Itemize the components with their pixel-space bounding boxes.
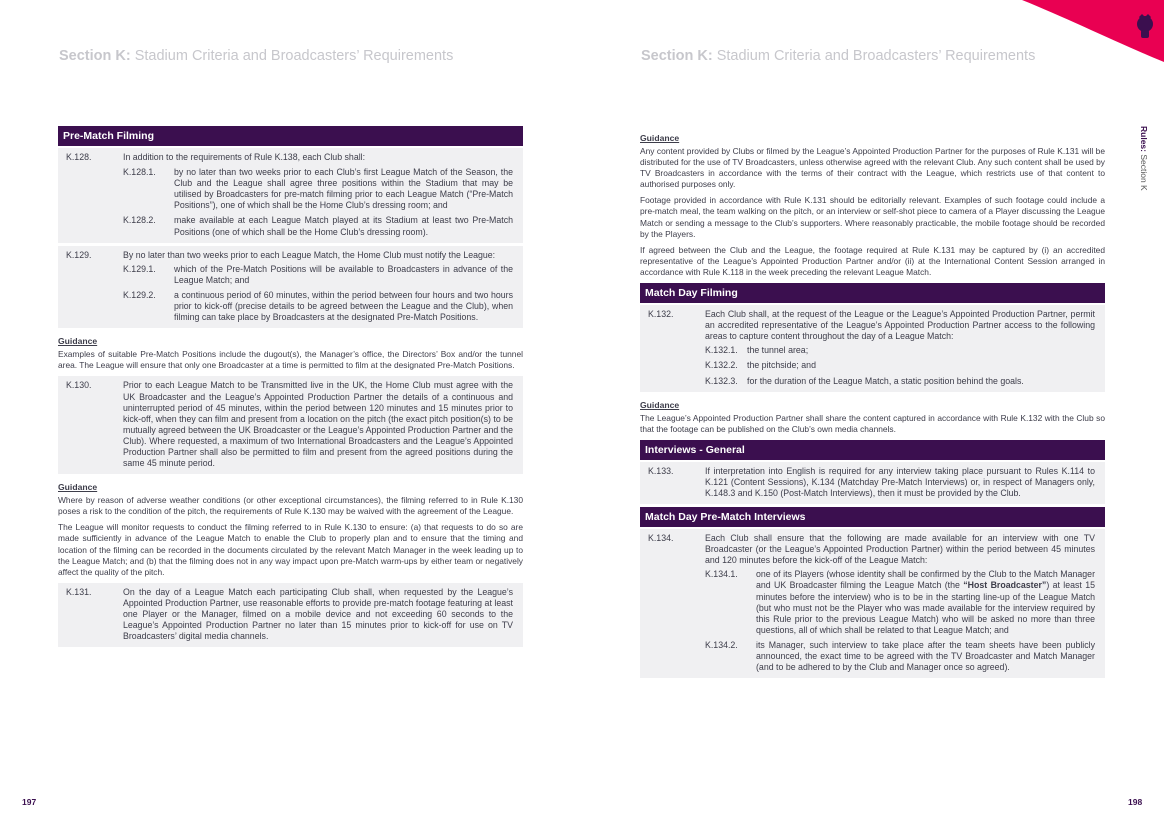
sub-rule: K.128.2. make available at each League Match played at its Stadium at least two Pre-Match Positions (one of which shall be the Home Club’s dressing room). [123, 215, 513, 237]
guidance-text: The League will monitor requests to conduct the filming referred to in Rule K.130 to ensure: (a) that requests to do so are made sufficiently in advance of the League Match to enable the Club to properly plan and to ensure that the timing and location of the filming can be recorded in the documents circulated by the relevant Match Manager in the week leading up to the League Match; and (b) that the filming does not in any way impact upon pre-Match warm-ups by either team or negatively affect the quality of the pitch. [58, 522, 523, 577]
rule-number: K.133. [648, 465, 674, 476]
sub-rule: K.132.2. the pitchside; and [705, 360, 816, 371]
guidance-text: Examples of suitable Pre-Match Positions include the dugout(s), the Manager’s office, the Directors’ Box and/or the tunnel area. The League will ensure that only one Broadcaster at a time is permitted to film at the designated Pre-Match Positions. [58, 349, 523, 371]
rule-number: K.130. [66, 380, 92, 391]
page-number: 198 [1128, 797, 1143, 807]
guidance-heading: Guidance [58, 482, 98, 493]
rule-text: Prior to each League Match to be Transmitted live in the UK, the Home Club must agree with the UK Broadcaster and the League’s Appointed Production Partner the details of a continuous and uninterrupted period of 45 minutes, within the period between 120 minutes and 15 minutes prior to kick-off, when they can film and present from a location on the pitch (the exact pitch position(s) to be mutually agreed between the UK Broadcaster or the League’s Appointed Production Partner and the Club). Where requested, a maximum of two International Broadcasters and the League’s Appointed Production Partner shall also be permitted to film and present from the agreed positions during the same 45 minute period. [123, 380, 513, 469]
left-column [58, 126, 523, 650]
sub-rule: K.128.1. by no later than two weeks prior to each Club’s first League Match of the Season, the Club and the League shall agree three positions within the Stadium that may be utilised by Broadcasters for pre-match filming prior to each League Match (“Pre-Match Positions”), one of which shall be the Home Club’s dressing room; and [123, 167, 513, 211]
rule-number: K.129. [66, 249, 92, 260]
section-bar-match-day-pre-match-interviews: Match Day Pre-Match Interviews [640, 507, 1105, 527]
sub-rule: K.134.2. its Manager, such interview to take place after the team sheets have been publicly announced, the exact time to be agreed with the TV Broadcaster and Match Manager (and to be adhered to by the Club and Manager once so agreed). [705, 639, 1095, 673]
rule-text: On the day of a League Match each participating Club shall, when requested by the League’s Appointed Production Partner, use reasonable efforts to provide pre-match footage featuring at least one Player or the Manager, filmed on a mobile device and not exceeding 60 seconds to the League’s Appointed Production Partner no later than 15 minutes prior to kick-off for use on TV Broadcasters’ digital media channels. [123, 586, 513, 642]
section-header: Section K: Stadium Criteria and Broadcasters’ Requirements [59, 48, 454, 64]
corner-logo [1022, 0, 1164, 70]
section-bar-interviews-general: Interviews - General [640, 440, 1105, 460]
guidance-text: Any content provided by Clubs or filmed by the League’s Appointed Production Partner for the purposes of Rule K.131 will be distributed for the use of TV Broadcasters, unless otherwise agreed with the relevant Club. Any such content shall be used by TV Broadcasters in accordance with the terms of their contract with the League, which restricts use of that content to authorised purposes only. [640, 146, 1105, 190]
section-header: Section K: Stadium Criteria and Broadcasters’ Requirements [641, 48, 1036, 64]
guidance-heading: Guidance [640, 399, 680, 410]
guidance-heading: Guidance [58, 336, 98, 347]
side-section-label: Rules: Section K [1139, 126, 1149, 191]
rule-text: In addition to the requirements of Rule K.138, each Club shall: [123, 152, 366, 162]
guidance-text: Footage provided in accordance with Rule K.131 should be editorially relevant. Examples of such footage could include a pre-match meal, the team walking on the pitch, or an interview or self-shot piece to camera of a Player discussing the League Match or sending a message to the Club’s supporters. Where reasonably practicable, the mobile footage should be recorded by the Players. [640, 195, 1105, 239]
sub-rule: K.134.1. one of its Players (whose identity shall be confirmed by the Club to the Match Manager and UK Broadcaster filming the League Match (the “Host Broadcaster”) at least 15 minutes before the interview) who is to be in the starting line-up of the League Match (but who must not be the Player who was made available for the interview required by this Rule prior to the previous League Match) who will be asked no more than three questions, all of which shall be related to that League Match; and [705, 569, 1095, 635]
sub-rule: K.132.1. the tunnel area; [705, 345, 809, 356]
rule-number: K.128. [66, 152, 92, 162]
right-column [640, 133, 1105, 681]
sub-rule: K.129.2. a continuous period of 60 minutes, within the period between four hours and two hours prior to kick-off (precise details to be agreed between the League and the Club), when filming can take place by Broadcasters at the designated Pre-Match Positions. [123, 289, 513, 323]
guidance-text: The League’s Appointed Production Partner shall share the content captured in accordance with Rule K.132 with the Club so that the footage can be published on the Club’s own media channels. [640, 412, 1105, 434]
rule-k131 [58, 583, 523, 647]
rule-number: K.131. [66, 586, 92, 597]
guidance-text: Where by reason of adverse weather conditions (or other exceptional circumstances), the filming referred to in Rule K.130 poses a risk to the condition of the pitch, the requirements of Rule K.130 may be waived with the agreement of the League. [58, 495, 523, 517]
sub-rule: K.129.1. which of the Pre-Match Positions will be available to Broadcasters in advance of the League Match; and [123, 263, 513, 285]
rule-number: K.132. [648, 309, 674, 320]
rule-k134 [640, 529, 1105, 678]
rule-k130 [58, 376, 523, 474]
guidance-heading: Guidance [640, 133, 680, 143]
rule-text: If interpretation into English is required for any interview taking place pursuant to Rules K.114 to K.121 (Content Sessions), K.134 (Matchday Pre-Match Interviews) or, in respect of Managers only, K.148.3 and K.150 (Post-Match Interviews), then it must be provided by the Club. [705, 465, 1095, 498]
rule-text: Each Club shall ensure that the following are made available for an interview with one TV Broadcaster (or the League’s Appointed Production Partner) within the period between 45 minutes and 120 minutes before the kick-off of the League Match: [705, 533, 1095, 566]
page-number: 197 [22, 797, 37, 807]
right-page [582, 0, 1164, 826]
rule-k132 [640, 305, 1105, 392]
rule-k128 [58, 148, 523, 243]
rule-text: Each Club shall, at the request of the League or the League’s Appointed Production Partner, permit an accredited representative of the League’s Appointed Production Partner access to the following areas to capture content throughout the day of a League Match: [705, 309, 1095, 342]
sub-rule: K.132.3. for the duration of the League Match, a static position behind the goals. [705, 375, 1024, 386]
guidance-text: If agreed between the Club and the League, the footage required at Rule K.131 may be captured by (i) an accredited representative of the League’s Appointed Production Partner and/or (ii) at the International Content Session arranged in accordance with Rule K.118 in the week preceding the relevant League Match. [640, 244, 1105, 277]
rule-k133 [640, 462, 1105, 504]
rule-k129 [58, 246, 523, 329]
section-bar-match-day-filming: Match Day Filming [640, 283, 1105, 303]
section-bar-pre-match-filming: Pre-Match Filming [58, 126, 523, 146]
rule-number: K.134. [648, 533, 674, 544]
rule-text: By no later than two weeks prior to each League Match, the Home Club must notify the League: [123, 249, 496, 260]
